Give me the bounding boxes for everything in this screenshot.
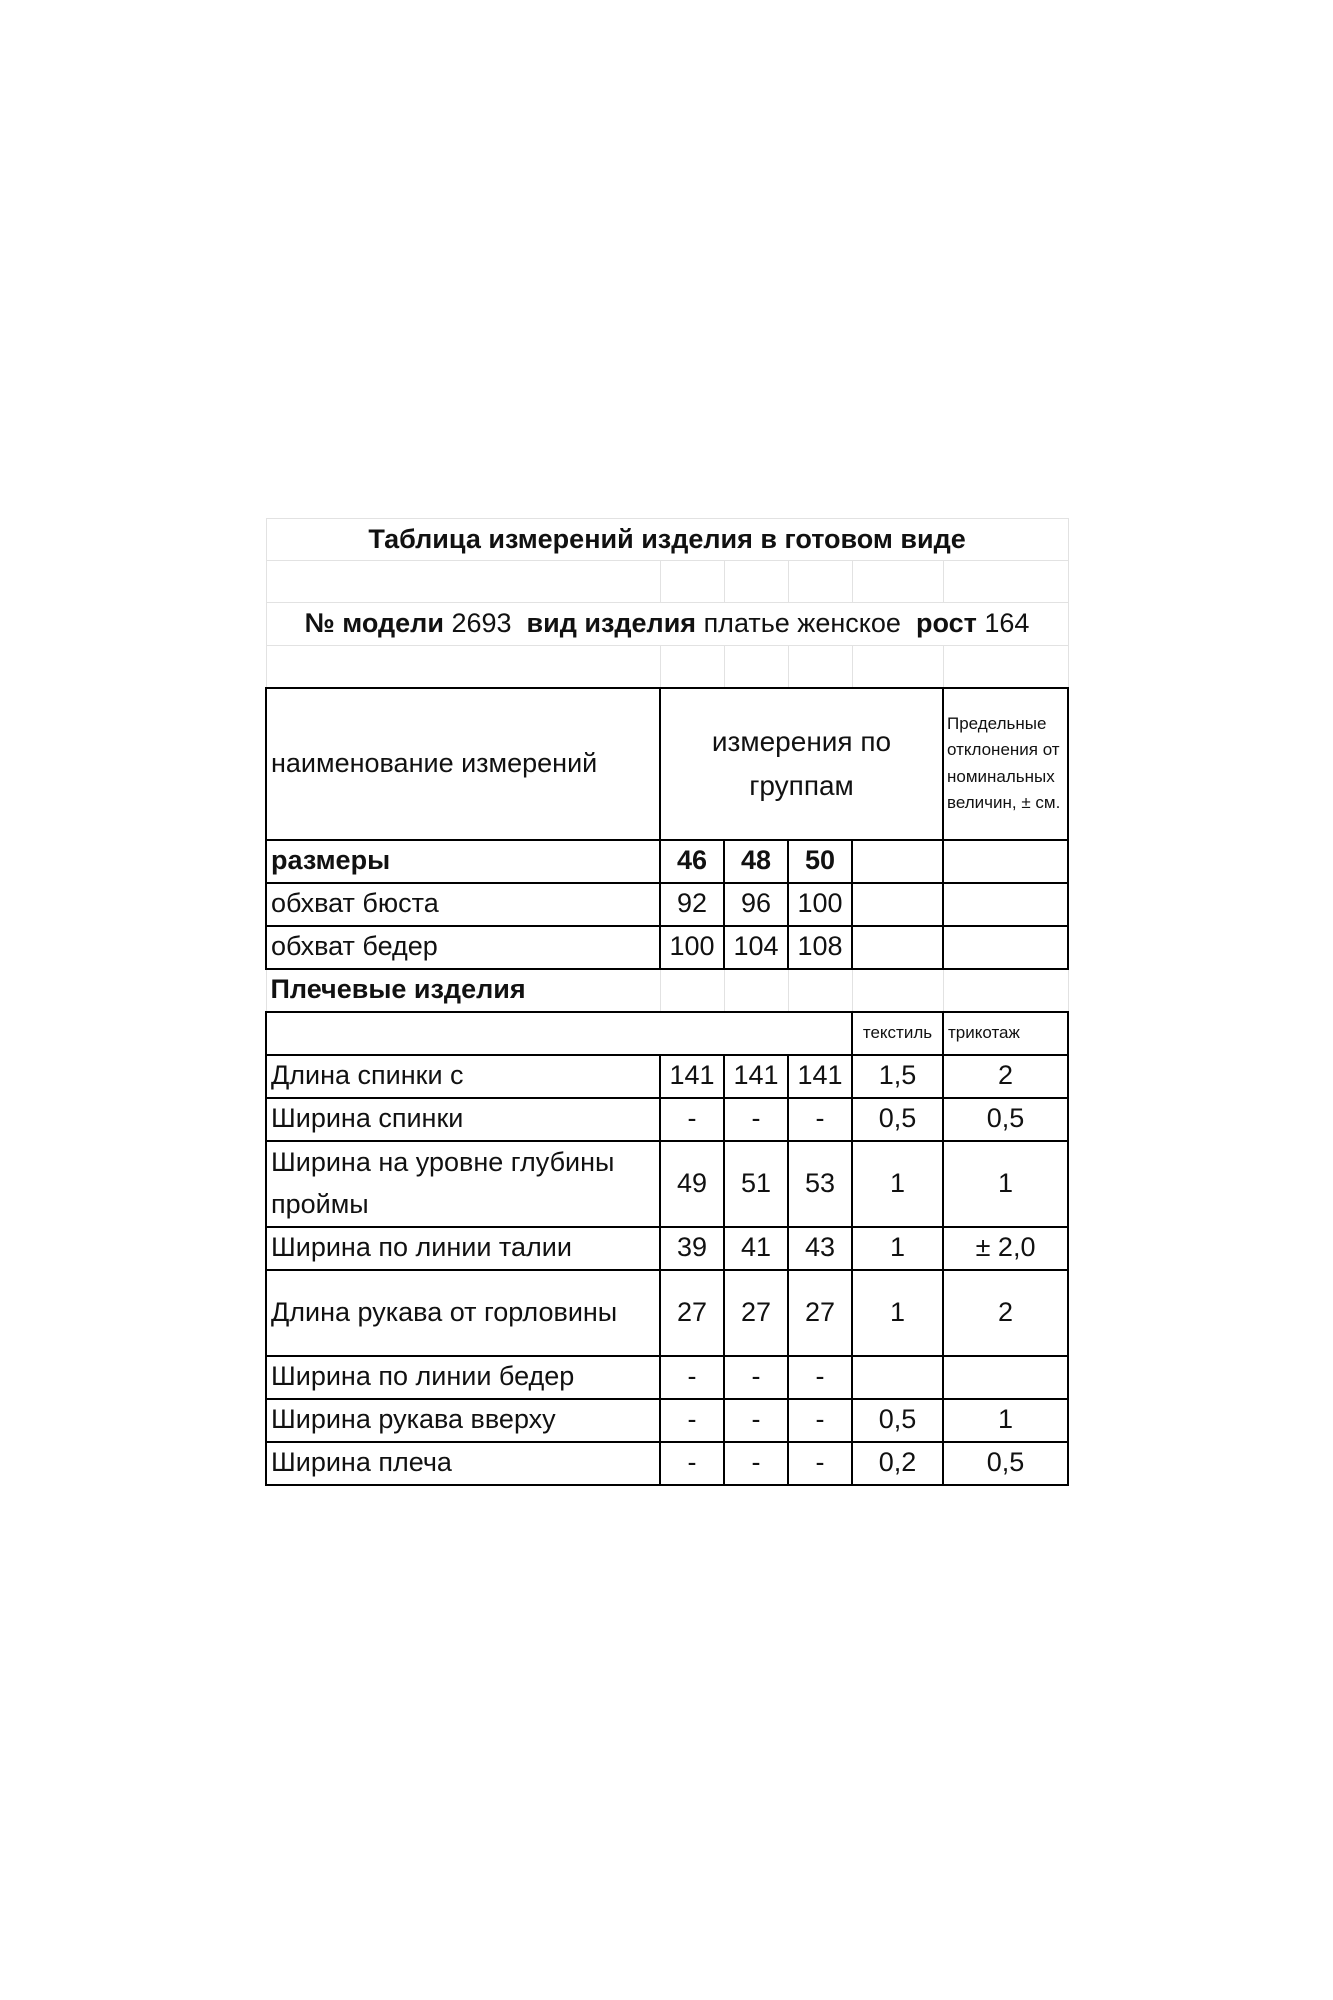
cell-48: 51 [724, 1141, 788, 1227]
row-label: Ширина плеча [266, 1442, 660, 1485]
row-label: Длина спинки с [266, 1055, 660, 1098]
table-row [266, 883, 1068, 926]
cell-48: 96 [724, 883, 788, 926]
measurements-table [265, 518, 1069, 1486]
cell-knit: 2 [943, 1270, 1068, 1356]
cell-46: - [660, 1442, 724, 1485]
cell-knit: ± 2,0 [943, 1227, 1068, 1270]
cell-textile: 1 [852, 1227, 943, 1270]
row-label: обхват бедер [266, 926, 660, 969]
table-row [266, 1270, 1068, 1356]
cell-48: - [724, 1098, 788, 1141]
cell-knit: 1 [943, 1399, 1068, 1442]
table-row [266, 1055, 1068, 1098]
groups-header: измерения по группам [660, 688, 943, 840]
cell-46: 39 [660, 1227, 724, 1270]
knit-header: трикотаж [943, 1012, 1068, 1055]
row-label: обхват бюста [266, 883, 660, 926]
cell-48: - [724, 1399, 788, 1442]
height-label: рост [915, 608, 977, 639]
cell-46: - [660, 1098, 724, 1141]
garment-type: платье женское [703, 608, 901, 639]
cell-46: 100 [660, 926, 724, 969]
cell-50: 100 [788, 883, 852, 926]
cell-50: 108 [788, 926, 852, 969]
garment-type-label: вид изделия [526, 608, 697, 639]
cell-textile: 0,5 [852, 1098, 943, 1141]
cell-48: - [724, 1356, 788, 1399]
size-46: 46 [660, 840, 724, 883]
cell-48: 141 [724, 1055, 788, 1098]
cell-textile [852, 1356, 943, 1399]
cell-50: 53 [788, 1141, 852, 1227]
cell-textile: 1,5 [852, 1055, 943, 1098]
textile-header: текстиль [852, 1012, 943, 1055]
cell-knit: 2 [943, 1055, 1068, 1098]
cell-textile: 0,2 [852, 1442, 943, 1485]
measurement-name-header: наименование измерений [266, 688, 660, 840]
model-number-label: № модели [304, 608, 444, 639]
cell-48: 41 [724, 1227, 788, 1270]
cell-50: - [788, 1442, 852, 1485]
cell-knit: 1 [943, 1141, 1068, 1227]
cell-50: 27 [788, 1270, 852, 1356]
cell-46: - [660, 1399, 724, 1442]
cell-textile: 0,5 [852, 1399, 943, 1442]
tolerance-header: Предельные отклонения от номинальных величин, ± см. [943, 688, 1068, 840]
table-row [266, 1141, 1068, 1227]
cell-knit [943, 1356, 1068, 1399]
section-title: Плечевые изделия [266, 969, 660, 1012]
model-info [266, 603, 1068, 646]
cell-46: 141 [660, 1055, 724, 1098]
table-row [266, 1098, 1068, 1141]
cell-50: - [788, 1399, 852, 1442]
height-value: 164 [984, 608, 1030, 639]
row-label: Длина рукава от горловины [266, 1270, 660, 1356]
cell-48: - [724, 1442, 788, 1485]
cell-textile: 1 [852, 1141, 943, 1227]
table-title: Таблица измерений изделия в готовом виде [266, 519, 1068, 561]
cell-46: 49 [660, 1141, 724, 1227]
table-row [266, 1442, 1068, 1485]
row-label: Ширина на уровне глубины проймы [266, 1141, 660, 1227]
cell-48: 104 [724, 926, 788, 969]
cell-46: 27 [660, 1270, 724, 1356]
row-label: Ширина спинки [266, 1098, 660, 1141]
sizes-label: размеры [266, 840, 660, 883]
table-row [266, 926, 1068, 969]
cell-46: - [660, 1356, 724, 1399]
cell-50: 141 [788, 1055, 852, 1098]
row-label: Ширина по линии талии [266, 1227, 660, 1270]
table-row [266, 1399, 1068, 1442]
cell-50: - [788, 1098, 852, 1141]
cell-50: 43 [788, 1227, 852, 1270]
cell-50: - [788, 1356, 852, 1399]
model-number: 2693 [451, 608, 512, 639]
size-48: 48 [724, 840, 788, 883]
cell-knit: 0,5 [943, 1442, 1068, 1485]
row-label: Ширина по линии бедер [266, 1356, 660, 1399]
table-row [266, 1356, 1068, 1399]
table-row [266, 1227, 1068, 1270]
row-label: Ширина рукава вверху [266, 1399, 660, 1442]
cell-knit: 0,5 [943, 1098, 1068, 1141]
cell-48: 27 [724, 1270, 788, 1356]
cell-textile: 1 [852, 1270, 943, 1356]
size-50: 50 [788, 840, 852, 883]
cell-46: 92 [660, 883, 724, 926]
